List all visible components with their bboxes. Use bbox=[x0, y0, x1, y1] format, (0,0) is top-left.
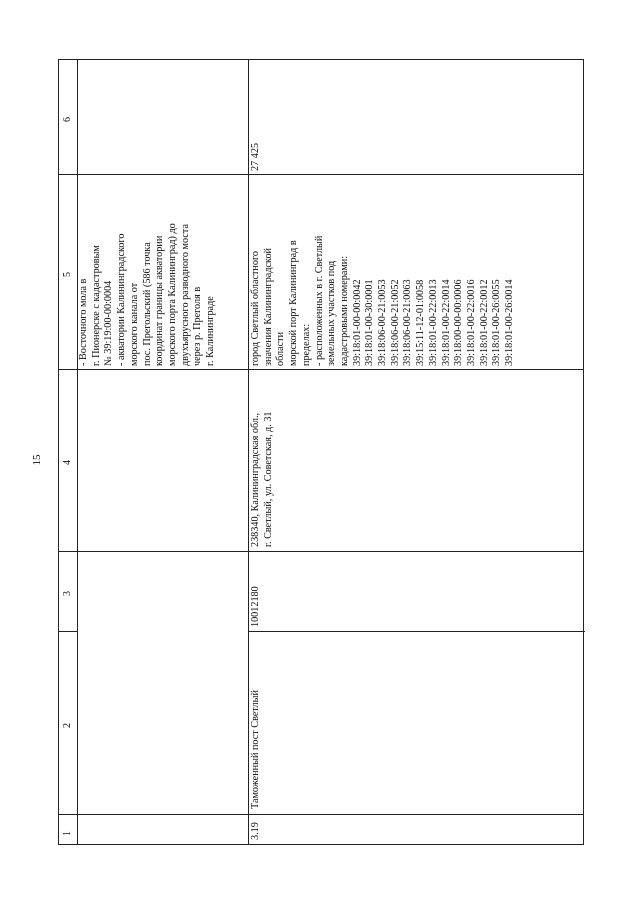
continuation-line: пос. Прегольский (586 точка bbox=[141, 242, 153, 366]
area-description-line: 39:18:06-00-21:0063 bbox=[402, 279, 414, 366]
continuation-line: г. Калининграде bbox=[205, 296, 217, 366]
column-number-5: 5 bbox=[62, 272, 73, 277]
area-description-line: 39:18:01-00-26:0055 bbox=[491, 279, 503, 366]
continuation-line: № 39:19:00-00:0004 bbox=[103, 280, 115, 366]
page-number: 15 bbox=[31, 454, 43, 466]
area-description-line: 39:18:01-00-30:0001 bbox=[364, 279, 376, 366]
column-number-1: 1 bbox=[62, 831, 73, 836]
area-description-line: кадастровыми номерами: bbox=[338, 255, 350, 366]
column-border-4-5 bbox=[59, 369, 583, 370]
area-description-line: 39:18:06-00-21:0053 bbox=[377, 279, 389, 366]
location-address-line: 238340, Калининградская обл., bbox=[250, 412, 261, 547]
column-border-2-3 bbox=[248, 631, 585, 632]
row-border bbox=[248, 60, 249, 844]
column-number-2: 2 bbox=[62, 723, 73, 728]
column-border-1-2 bbox=[59, 814, 583, 815]
area-description-line: город Светлый областного bbox=[250, 250, 261, 366]
area-description-line: морской порт Калининград в bbox=[288, 240, 300, 366]
area-description-line: - расположенных в г. Светлый bbox=[313, 235, 325, 366]
area-description-line: 39:18:01-00-00:0042 bbox=[351, 279, 363, 366]
area-description-line: 39:18:06-00-21:0052 bbox=[389, 279, 401, 366]
column-number-6: 6 bbox=[62, 117, 73, 122]
area-description-line: 39:18:01-00-22:0012 bbox=[478, 279, 490, 366]
continuation-line: через р. Преголя в bbox=[192, 286, 204, 366]
header-row-border bbox=[77, 60, 78, 844]
area-description-line: области bbox=[275, 331, 287, 366]
column-border-2-3-header bbox=[59, 631, 77, 632]
continuation-line: морского порта Калининград) до bbox=[166, 223, 178, 366]
continuation-line: г. Пионерске с кадастровым bbox=[90, 245, 102, 366]
area-description-line: 39:18:01-00-22:0016 bbox=[465, 279, 477, 366]
column-number-3: 3 bbox=[62, 591, 73, 596]
column-number-4: 4 bbox=[62, 460, 73, 465]
code-cell: 10012180 bbox=[250, 586, 261, 627]
area-description-cell bbox=[250, 236, 517, 366]
continuation-line: - акватории Калининградского bbox=[116, 233, 128, 366]
continuation-line: - Восточного мола в bbox=[78, 278, 89, 366]
area-size-cell: 27 425 bbox=[250, 142, 261, 171]
column-border-3-4 bbox=[59, 551, 583, 552]
continuation-line: морского канала от bbox=[128, 282, 140, 366]
area-description-line: 39:18:01-00-22:0013 bbox=[427, 279, 439, 366]
area-description-line: земельных участков под bbox=[326, 260, 338, 366]
area-description-line: 39:18:01-00-26:0014 bbox=[504, 279, 516, 366]
location-address-line: г. Светлый, ул. Советская, д. 31 bbox=[262, 411, 274, 547]
area-description-line: 39:18:00-00-00:0006 bbox=[453, 279, 465, 366]
row-number-cell: 3.19 bbox=[250, 822, 261, 840]
column-border-5-6 bbox=[59, 174, 583, 175]
area-description-line: пределах: bbox=[300, 323, 312, 366]
area-description-line: 39:15:11-12-01:0058 bbox=[415, 279, 427, 366]
location-address-cell bbox=[250, 411, 275, 547]
continuation-address-cell bbox=[78, 223, 218, 366]
continuation-line: координат границы акватории bbox=[154, 235, 166, 366]
area-description-line: значения Калининградской bbox=[262, 247, 274, 366]
area-description-line: 39:18:01-00-22:0014 bbox=[440, 279, 452, 366]
continuation-line: двухъярусного разводного моста bbox=[179, 224, 191, 366]
customs-post-name-cell: Таможенный пост Светлый bbox=[250, 690, 261, 809]
data-table bbox=[58, 59, 584, 845]
